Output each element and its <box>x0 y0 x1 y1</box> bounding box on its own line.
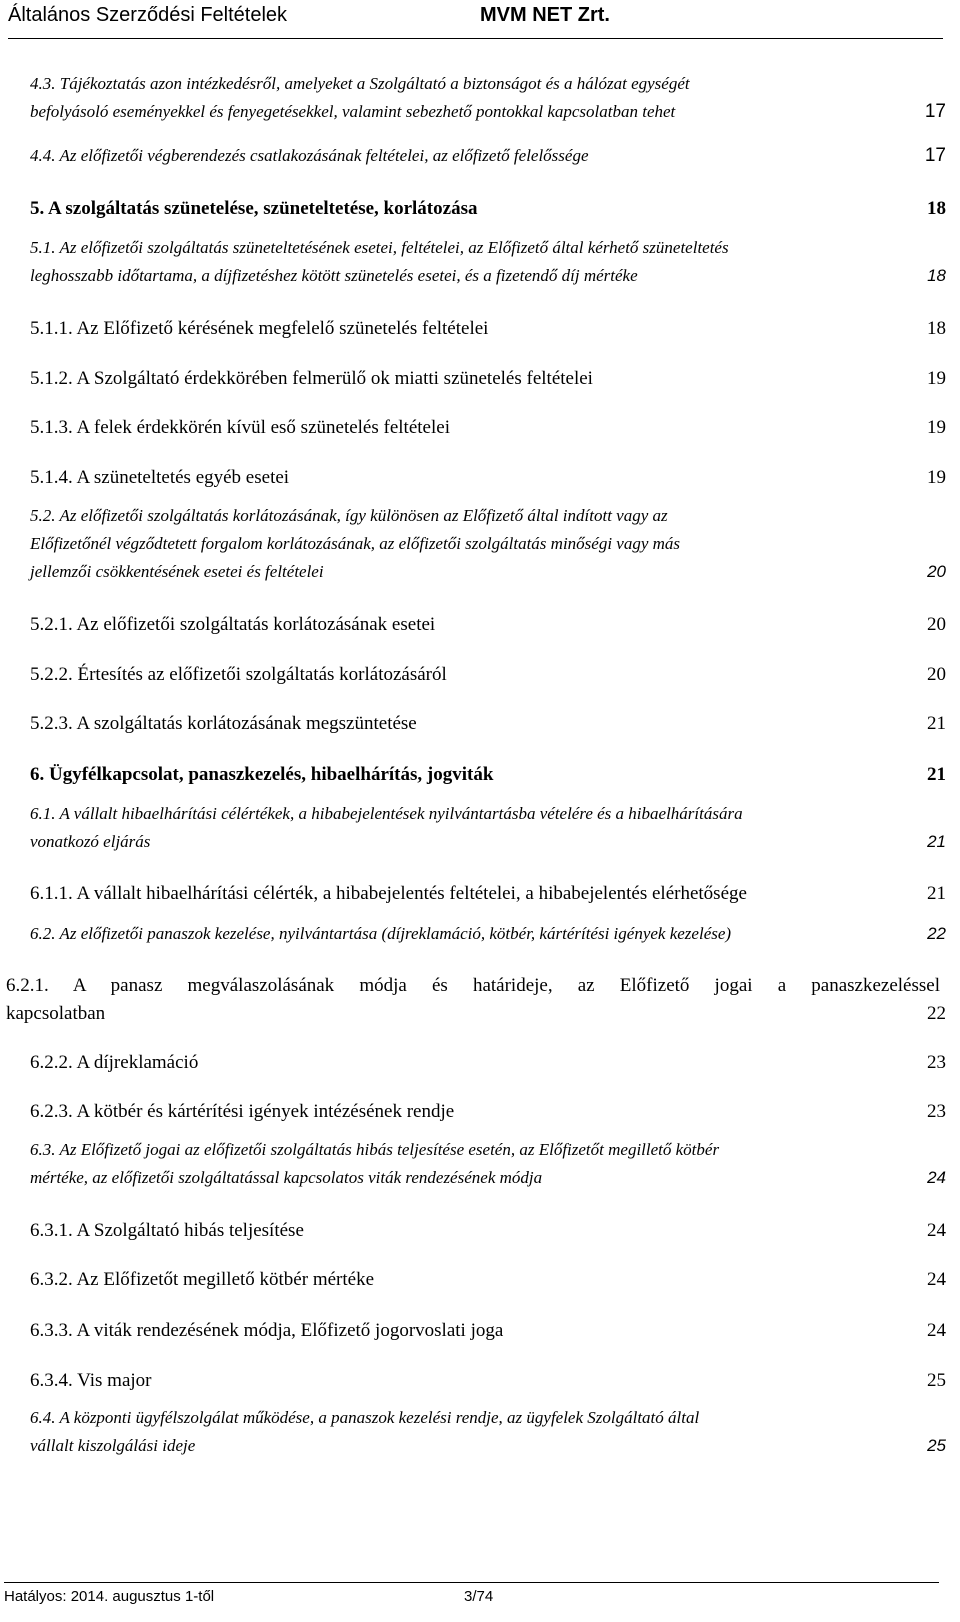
toc-line: 6.3.4. Vis major <box>30 1370 152 1391</box>
toc-line: 5.1. Az előfizetői szolgáltatás szüneteltetésének esetei, feltételei, az Előfizető által kérhető szüneteltetés <box>30 238 729 257</box>
toc-page-number: 24 <box>927 1269 946 1290</box>
toc-entry-6[interactable] <box>30 761 946 789</box>
toc-page-number: 22 <box>927 1003 946 1024</box>
toc-page-number: 24 <box>927 1168 946 1187</box>
toc-line: 6.3.3. A viták rendezésének módja, Előfizető jogorvoslati joga <box>30 1320 504 1341</box>
toc-page-number: 19 <box>927 467 946 488</box>
toc-entry-6-3[interactable] <box>30 1136 946 1192</box>
toc-line: Előfizetőnél végződtetett forgalom korlátozásának, az előfizetői szolgáltatás minőségi vagy más <box>30 534 681 553</box>
toc-entry-6-2-1[interactable] <box>6 972 946 1028</box>
toc-page-number: 20 <box>927 562 946 581</box>
toc-page-number: 17 <box>924 101 946 122</box>
toc-entry-5-1[interactable] <box>30 234 946 290</box>
toc-line: 5.2.3. A szolgáltatás korlátozásának megszüntetése <box>30 713 417 734</box>
toc-page-number: 19 <box>927 368 946 389</box>
toc-line: 6.3.1. A Szolgáltató hibás teljesítése <box>30 1220 304 1241</box>
toc-page-number: 19 <box>927 417 946 438</box>
toc-entry-6-3-2[interactable] <box>30 1266 946 1294</box>
toc-line: 6.1. A vállalt hibaelhárítási célértékek, a hibabejelentések nyilvántartásba vételére és a hibaelhárítására <box>30 804 743 823</box>
company-name: MVM NET Zrt. <box>480 4 610 26</box>
toc-entry-6-2-3[interactable] <box>30 1098 946 1126</box>
toc-page-number: 17 <box>924 145 946 166</box>
toc-entry-5-2[interactable] <box>30 502 946 586</box>
toc-entry-6-1-1[interactable] <box>30 880 946 908</box>
footer-divider <box>4 1582 939 1583</box>
toc-line: 6. Ügyfélkapcsolat, panaszkezelés, hibaelhárítás, jogviták <box>30 764 494 785</box>
header-divider <box>8 38 943 39</box>
toc-line: 6.1.1. A vállalt hibaelhárítási célérték, a hibabejelentés feltételei, a hibabejelentés elérhetősége <box>30 883 747 904</box>
toc-line: 6.2. Az előfizetői panaszok kezelése, nyilvántartása (díjreklamáció, kötbér, kártérítési igények kezelése) <box>30 924 732 943</box>
toc-entry-6-3-1[interactable] <box>30 1217 946 1245</box>
page-header <box>8 0 948 40</box>
toc-line: 5. A szolgáltatás szünetelése, szüneteltetése, korlátozása <box>30 198 478 219</box>
toc-page-number: 18 <box>927 198 946 219</box>
toc-line: 6.3. Az Előfizető jogai az előfizetői szolgáltatás hibás teljesítése esetén, az Előfizetőt megillető kötbér <box>30 1140 720 1159</box>
toc-line: mértéke, az előfizetői szolgáltatással kapcsolatos viták rendezésének módja <box>30 1168 543 1187</box>
toc-entry-6-2-2[interactable] <box>30 1049 946 1077</box>
toc-line: 5.1.1. Az Előfizető kérésének megfelelő szünetelés feltételei <box>30 318 489 339</box>
toc-line: 6.2.2. A díjreklamáció <box>30 1052 199 1073</box>
toc-page-number: 23 <box>927 1052 946 1073</box>
toc-page-number: 21 <box>927 883 946 904</box>
toc-entry-4-4[interactable] <box>30 142 946 170</box>
toc-line: 5.1.3. A felek érdekkörén kívül eső szünetelés feltételei <box>30 417 450 438</box>
toc-entry-5-2-1[interactable] <box>30 611 946 639</box>
toc-page-number: 20 <box>927 614 946 635</box>
toc-page-number: 18 <box>927 266 946 285</box>
toc-page-number: 21 <box>927 713 946 734</box>
toc-line: 4.3. Tájékoztatás azon intézkedésről, amelyeket a Szolgáltató a biztonságot és a hálózat egységét <box>30 74 690 93</box>
toc-line: 6.3.2. Az Előfizetőt megillető kötbér mértéke <box>30 1269 375 1290</box>
toc-line: 5.2.1. Az előfizetői szolgáltatás korlátozásának esetei <box>30 614 436 635</box>
toc-line: 5.2. Az előfizetői szolgáltatás korlátozásának, így különösen az Előfizető által indított vagy az <box>30 506 668 525</box>
toc-page-number: 24 <box>927 1320 946 1341</box>
toc-entry-5-1-1[interactable] <box>30 315 946 343</box>
toc-line: 6.2.3. A kötbér és kártérítési igények intézésének rendje <box>30 1101 455 1122</box>
toc-entry-5-2-3[interactable] <box>30 710 946 738</box>
toc-entry-6-3-4[interactable] <box>30 1367 946 1395</box>
effective-date: Hatályos: 2014. augusztus 1-től <box>4 1588 215 1605</box>
toc-line: 6.4. A központi ügyfélszolgálat működése, a panaszok kezelési rendje, az ügyfelek Szolgáltató által <box>30 1408 700 1427</box>
toc-line: leghosszabb időtartama, a díjfizetéshez kötött szünetelés esetei, és a fizetendő díj mértéke <box>30 266 638 285</box>
toc-page-number: 24 <box>927 1220 946 1241</box>
page-number: 3/74 <box>464 1588 494 1605</box>
toc-page-number: 21 <box>927 764 946 785</box>
toc-line: 5.2.2. Értesítés az előfizetői szolgáltatás korlátozásáról <box>30 664 447 685</box>
toc-page-number: 25 <box>927 1370 946 1391</box>
toc-line: 4.4. Az előfizetői végberendezés csatlakozásának feltételei, az előfizető felelőssége <box>30 146 589 165</box>
toc-line: jellemzői csökkentésének esetei és feltételei <box>30 562 324 581</box>
toc-entry-5-1-2[interactable] <box>30 365 946 393</box>
toc-line: vonatkozó eljárás <box>30 832 151 851</box>
toc-entry-5-1-3[interactable] <box>30 414 946 442</box>
toc-entry-5-2-2[interactable] <box>30 661 946 689</box>
toc-page-number: 22 <box>927 924 946 943</box>
toc-entry-4-3[interactable] <box>30 70 946 126</box>
toc-line: befolyásoló eseményekkel és fenyegetésekkel, valamint sebezhető pontokkal kapcsolatban tehet <box>30 102 676 121</box>
toc-line: 5.1.4. A szüneteltetés egyéb esetei <box>30 467 290 488</box>
toc-page-number: 20 <box>927 664 946 685</box>
toc-line: kapcsolatban <box>6 1003 106 1024</box>
toc-page-number: 18 <box>927 318 946 339</box>
toc-entry-6-2[interactable] <box>30 920 946 948</box>
toc-entry-5[interactable] <box>30 195 946 223</box>
toc-entry-6-1[interactable] <box>30 800 946 856</box>
document-title: Általános Szerződési Feltételek <box>8 4 288 26</box>
toc-line: vállalt kiszolgálási ideje <box>30 1436 196 1455</box>
toc-page-number: 23 <box>927 1101 946 1122</box>
toc-line: 5.1.2. A Szolgáltató érdekkörében felmerülő ok miatti szünetelés feltételei <box>30 368 593 389</box>
toc-entry-6-4[interactable] <box>30 1404 946 1460</box>
toc-page-number: 25 <box>927 1436 946 1455</box>
toc-page-number: 21 <box>927 832 946 851</box>
toc-line: 6.2.1. A panasz megválaszolásának módja és határideje, az Előfizető jogai a panaszkezeléssel <box>6 975 940 996</box>
toc-entry-5-1-4[interactable] <box>30 464 946 492</box>
toc-entry-6-3-3[interactable] <box>30 1317 946 1345</box>
